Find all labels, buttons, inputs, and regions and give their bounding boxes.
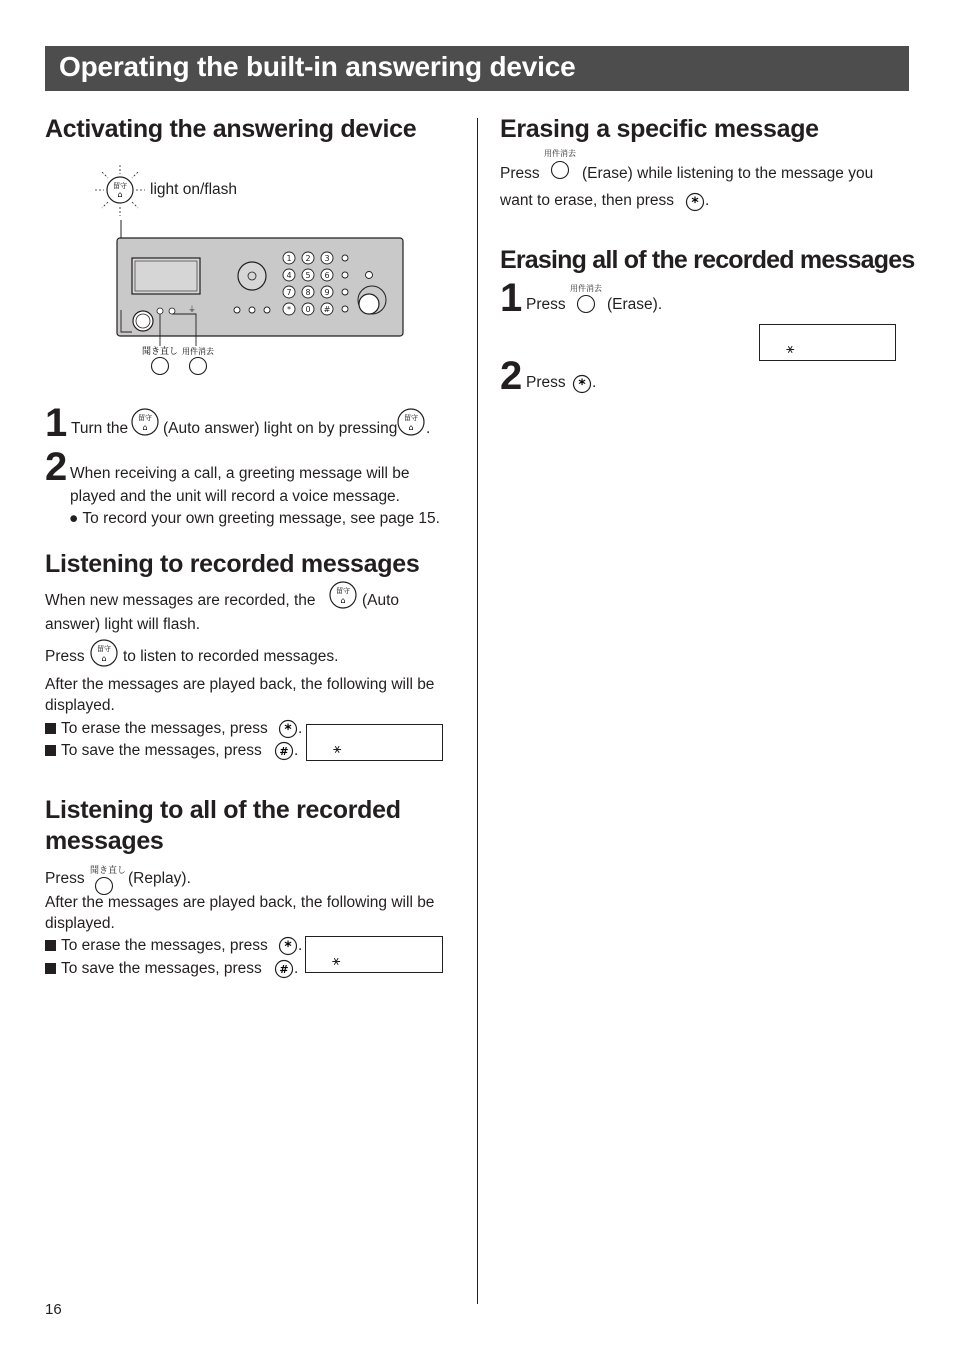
replay-label: (Replay). [128, 870, 191, 887]
svg-text:#: # [279, 745, 289, 758]
svg-text:*: * [284, 939, 292, 955]
save-instruction: To save the messages, press [45, 958, 262, 980]
listening-p3-l1: After the messages are played back, the following will be [45, 676, 435, 693]
svg-text:留守: 留守 [404, 414, 418, 422]
step-number: 2 [500, 354, 523, 398]
erase-label-jp: 用件消去 [544, 149, 576, 158]
svg-text:8: 8 [305, 288, 311, 297]
svg-text:⏚: ⏚ [188, 305, 196, 314]
svg-text:#: # [323, 305, 331, 314]
step-number: 1 [45, 401, 68, 445]
svg-text:9: 9 [324, 288, 330, 297]
erase-button-icon [576, 294, 596, 314]
star-key-icon [278, 719, 298, 739]
erase-label-jp: 用件消去 [182, 347, 214, 356]
hash-key-icon [274, 741, 294, 761]
step2-line2: played and the unit will record a voice message. [70, 488, 400, 505]
step-number: 1 [500, 276, 523, 320]
erase-all-step2-press: Press [526, 374, 566, 391]
lcd-text: ⚹ [786, 340, 795, 356]
listening-p3-l2: displayed. [45, 697, 115, 714]
section-heading-erase-specific: Erasing a specific message [500, 115, 819, 143]
svg-text:⌂: ⌂ [340, 596, 346, 605]
listening-all-press: Press [45, 870, 85, 887]
light-label: light on/flash [150, 181, 238, 198]
section-heading-listening: Listening to recorded messages [45, 550, 420, 578]
star-key-icon [685, 192, 705, 212]
star-key-icon [278, 936, 298, 956]
auto-answer-icon [89, 638, 119, 668]
auto-answer-icon [130, 407, 160, 437]
listening-all-p3-l2: displayed. [45, 915, 115, 932]
erase-all-label: (Erase). [607, 296, 663, 313]
page-title-banner [45, 46, 909, 91]
svg-text:*: * [287, 305, 291, 314]
erase-label-jp: 用件消去 [570, 284, 602, 293]
svg-text:2: 2 [305, 254, 311, 263]
erase-specific-press: Press [500, 165, 540, 182]
svg-text:7: 7 [286, 288, 292, 297]
page-title: Operating the built-in answering device [59, 51, 576, 82]
lcd-text: ⚹ [333, 740, 342, 756]
listening-all-p3-l1: After the messages are played back, the following will be [45, 894, 435, 911]
svg-text:⌂: ⌂ [142, 423, 148, 432]
section-heading-activating: Activating the answering device [45, 115, 417, 143]
erase-specific-line2: want to erase, then press [500, 192, 675, 209]
erase-instruction: To erase the messages, press [45, 935, 268, 957]
svg-text:3: 3 [324, 254, 330, 263]
lcd-display [306, 724, 443, 761]
svg-text:5: 5 [305, 271, 311, 280]
section-heading-listening-all: Listening to all of the recorded [45, 796, 401, 824]
step1-text-c: . [426, 420, 431, 437]
svg-text:留守: 留守 [138, 414, 152, 422]
erase-instruction: To erase the messages, press [45, 718, 268, 740]
page-number: 16 [45, 1301, 62, 1318]
auto-answer-icon [396, 407, 426, 437]
auto-answer-icon [328, 580, 358, 610]
svg-text:⌂: ⌂ [101, 654, 107, 663]
device-illustration [92, 160, 422, 382]
section-heading-erase-all: Erasing all of the recorded messages [500, 246, 915, 274]
save-instruction: To save the messages, press [45, 740, 262, 762]
replay-label-jp: 聞き直し [90, 865, 127, 875]
listening-p1-a: When new messages are recorded, the [45, 592, 316, 609]
replay-label-jp: 聞き直し [141, 347, 179, 357]
listening-p1-c: answer) light will flash. [45, 616, 201, 633]
svg-text:*: * [691, 195, 699, 211]
hash-key-icon [274, 959, 294, 979]
step1-text-a: Turn the [71, 420, 129, 437]
listening-p2-a: Press [45, 648, 85, 665]
column-divider [477, 118, 478, 1304]
lcd-display [305, 936, 443, 973]
erase-all-press: Press [526, 296, 566, 313]
erase-specific-line1: (Erase) while listening to the message you [582, 165, 874, 182]
lcd-display [759, 324, 896, 361]
svg-text:1: 1 [286, 254, 292, 263]
svg-text:留守: 留守 [336, 587, 350, 595]
step-number: 2 [45, 445, 68, 489]
svg-text:6: 6 [324, 271, 330, 280]
svg-text:⌂: ⌂ [408, 423, 414, 432]
step2-bullet: ● To record your own greeting message, see page 15. [69, 510, 440, 527]
svg-text:4: 4 [286, 271, 292, 280]
section-heading-listening-all-l2: messages [45, 827, 164, 855]
svg-text:#: # [279, 963, 289, 976]
svg-text:*: * [284, 722, 292, 738]
svg-text:⌂: ⌂ [117, 190, 123, 199]
erase-button-icon [550, 160, 570, 180]
svg-text:0: 0 [305, 305, 311, 314]
listening-p2-b: to listen to recorded messages. [123, 648, 339, 665]
svg-text:*: * [578, 377, 586, 393]
lcd-text: ⚹ [332, 952, 341, 968]
svg-text:留守: 留守 [113, 182, 127, 190]
step1-text-b: (Auto answer) light on by pressing [163, 420, 398, 437]
step2-line1: When receiving a call, a greeting message will be [70, 465, 410, 482]
listening-p1-b: (Auto [362, 592, 400, 609]
svg-text:留守: 留守 [97, 645, 111, 653]
star-key-icon [572, 374, 592, 394]
